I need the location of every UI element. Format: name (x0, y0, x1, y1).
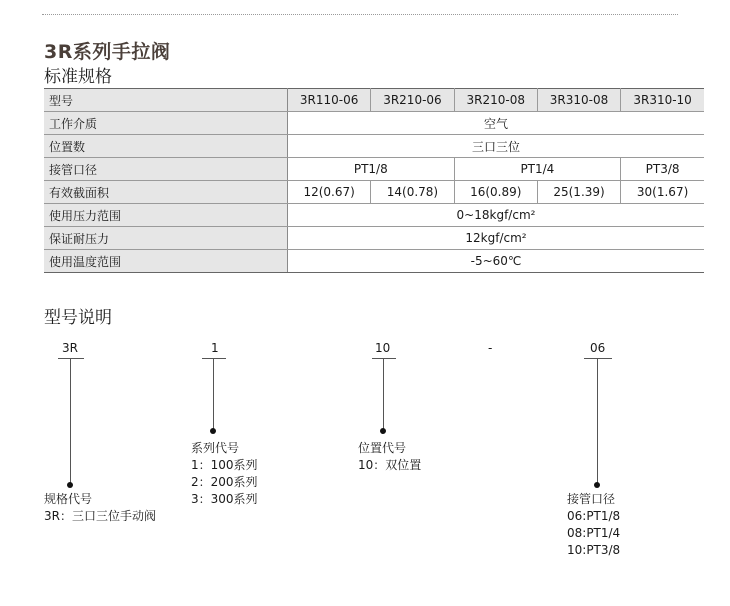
port-size-value-2: PT1/4 (454, 158, 621, 181)
port-code-line: 06:PT1/8 (567, 509, 621, 523)
effective-area-value-4: 25(1.39) (537, 181, 620, 204)
model-col-5: 3R310-10 (621, 89, 704, 112)
code-underline-series (202, 358, 226, 359)
proof-pressure-value: 12kgf/cm² (288, 227, 705, 250)
row-label-proof-pressure: 保证耐压力 (44, 227, 288, 250)
model-col-4: 3R310-08 (537, 89, 620, 112)
code-underline-port (584, 358, 612, 359)
table-row-effective-area (44, 181, 704, 204)
row-label-pressure-range: 使用压力范围 (44, 204, 288, 227)
code-part-series: 1 (211, 341, 219, 355)
effective-area-value-5: 30(1.67) (621, 181, 704, 204)
series-code-line: 3：300系列 (191, 492, 258, 506)
top-dotted-divider (42, 14, 678, 15)
row-label-port-size: 接管口径 (44, 158, 288, 181)
table-row-medium (44, 112, 704, 135)
table-row-pressure-range (44, 204, 704, 227)
row-label-medium: 工作介质 (44, 112, 288, 135)
series-code-desc (191, 440, 258, 508)
table-row-proof-pressure (44, 227, 704, 250)
effective-area-value-1: 12(0.67) (288, 181, 371, 204)
leader-dot-spec (67, 482, 73, 488)
code-part-dash: - (488, 341, 493, 355)
medium-value: 空气 (288, 112, 705, 135)
spec-heading: 标准规格 (44, 67, 112, 87)
leader-line-spec (70, 358, 71, 484)
port-code-desc (567, 491, 620, 559)
port-code-line: 10:PT3/8 (567, 543, 621, 557)
row-label-positions: 位置数 (44, 135, 288, 158)
row-label-temperature-range: 使用温度范围 (44, 250, 288, 273)
series-code-line: 1：100系列 (191, 458, 258, 472)
effective-area-value-3: 16(0.89) (454, 181, 537, 204)
table-row-port-size (44, 158, 704, 181)
temperature-range-value: -5~60℃ (288, 250, 705, 273)
series-code-title: 系列代号 (191, 441, 240, 455)
leader-line-port (597, 358, 598, 484)
table-row-temperature-range (44, 250, 704, 273)
position-code-desc (358, 440, 421, 474)
pressure-range-value: 0~18kgf/cm² (288, 204, 705, 227)
leader-line-series (213, 358, 214, 430)
model-col-2: 3R210-06 (371, 89, 454, 112)
position-code-title: 位置代号 (358, 441, 407, 455)
leader-dot-position (380, 428, 386, 434)
leader-dot-port (594, 482, 600, 488)
effective-area-value-2: 14(0.78) (371, 181, 454, 204)
row-label-model: 型号 (44, 89, 288, 112)
code-part-position: 10 (375, 341, 391, 355)
spec-code-desc (44, 491, 156, 525)
table-row-positions (44, 135, 704, 158)
table-row-header (44, 89, 704, 112)
code-part-port: 06 (590, 341, 606, 355)
spec-code-title: 规格代号 (44, 492, 93, 506)
leader-line-position (383, 358, 384, 430)
code-part-spec: 3R (62, 341, 78, 355)
row-label-effective-area: 有效截面积 (44, 181, 288, 204)
position-code-line: 10：双位置 (358, 458, 422, 472)
spec-table (44, 88, 704, 273)
series-code-line: 2：200系列 (191, 475, 258, 489)
model-heading: 型号说明 (44, 308, 112, 328)
positions-value: 三口三位 (288, 135, 705, 158)
page-title: 3R系列手拉阀 (44, 41, 171, 63)
port-size-value-1: PT1/8 (288, 158, 455, 181)
code-underline-position (372, 358, 396, 359)
model-col-1: 3R110-06 (288, 89, 371, 112)
model-col-3: 3R210-08 (454, 89, 537, 112)
code-underline-spec (58, 358, 84, 359)
port-code-line: 08:PT1/4 (567, 526, 621, 540)
leader-dot-series (210, 428, 216, 434)
spec-code-line: 3R：三口三位手动阀 (44, 509, 156, 523)
port-size-value-3: PT3/8 (621, 158, 704, 181)
port-code-title: 接管口径 (567, 492, 616, 506)
